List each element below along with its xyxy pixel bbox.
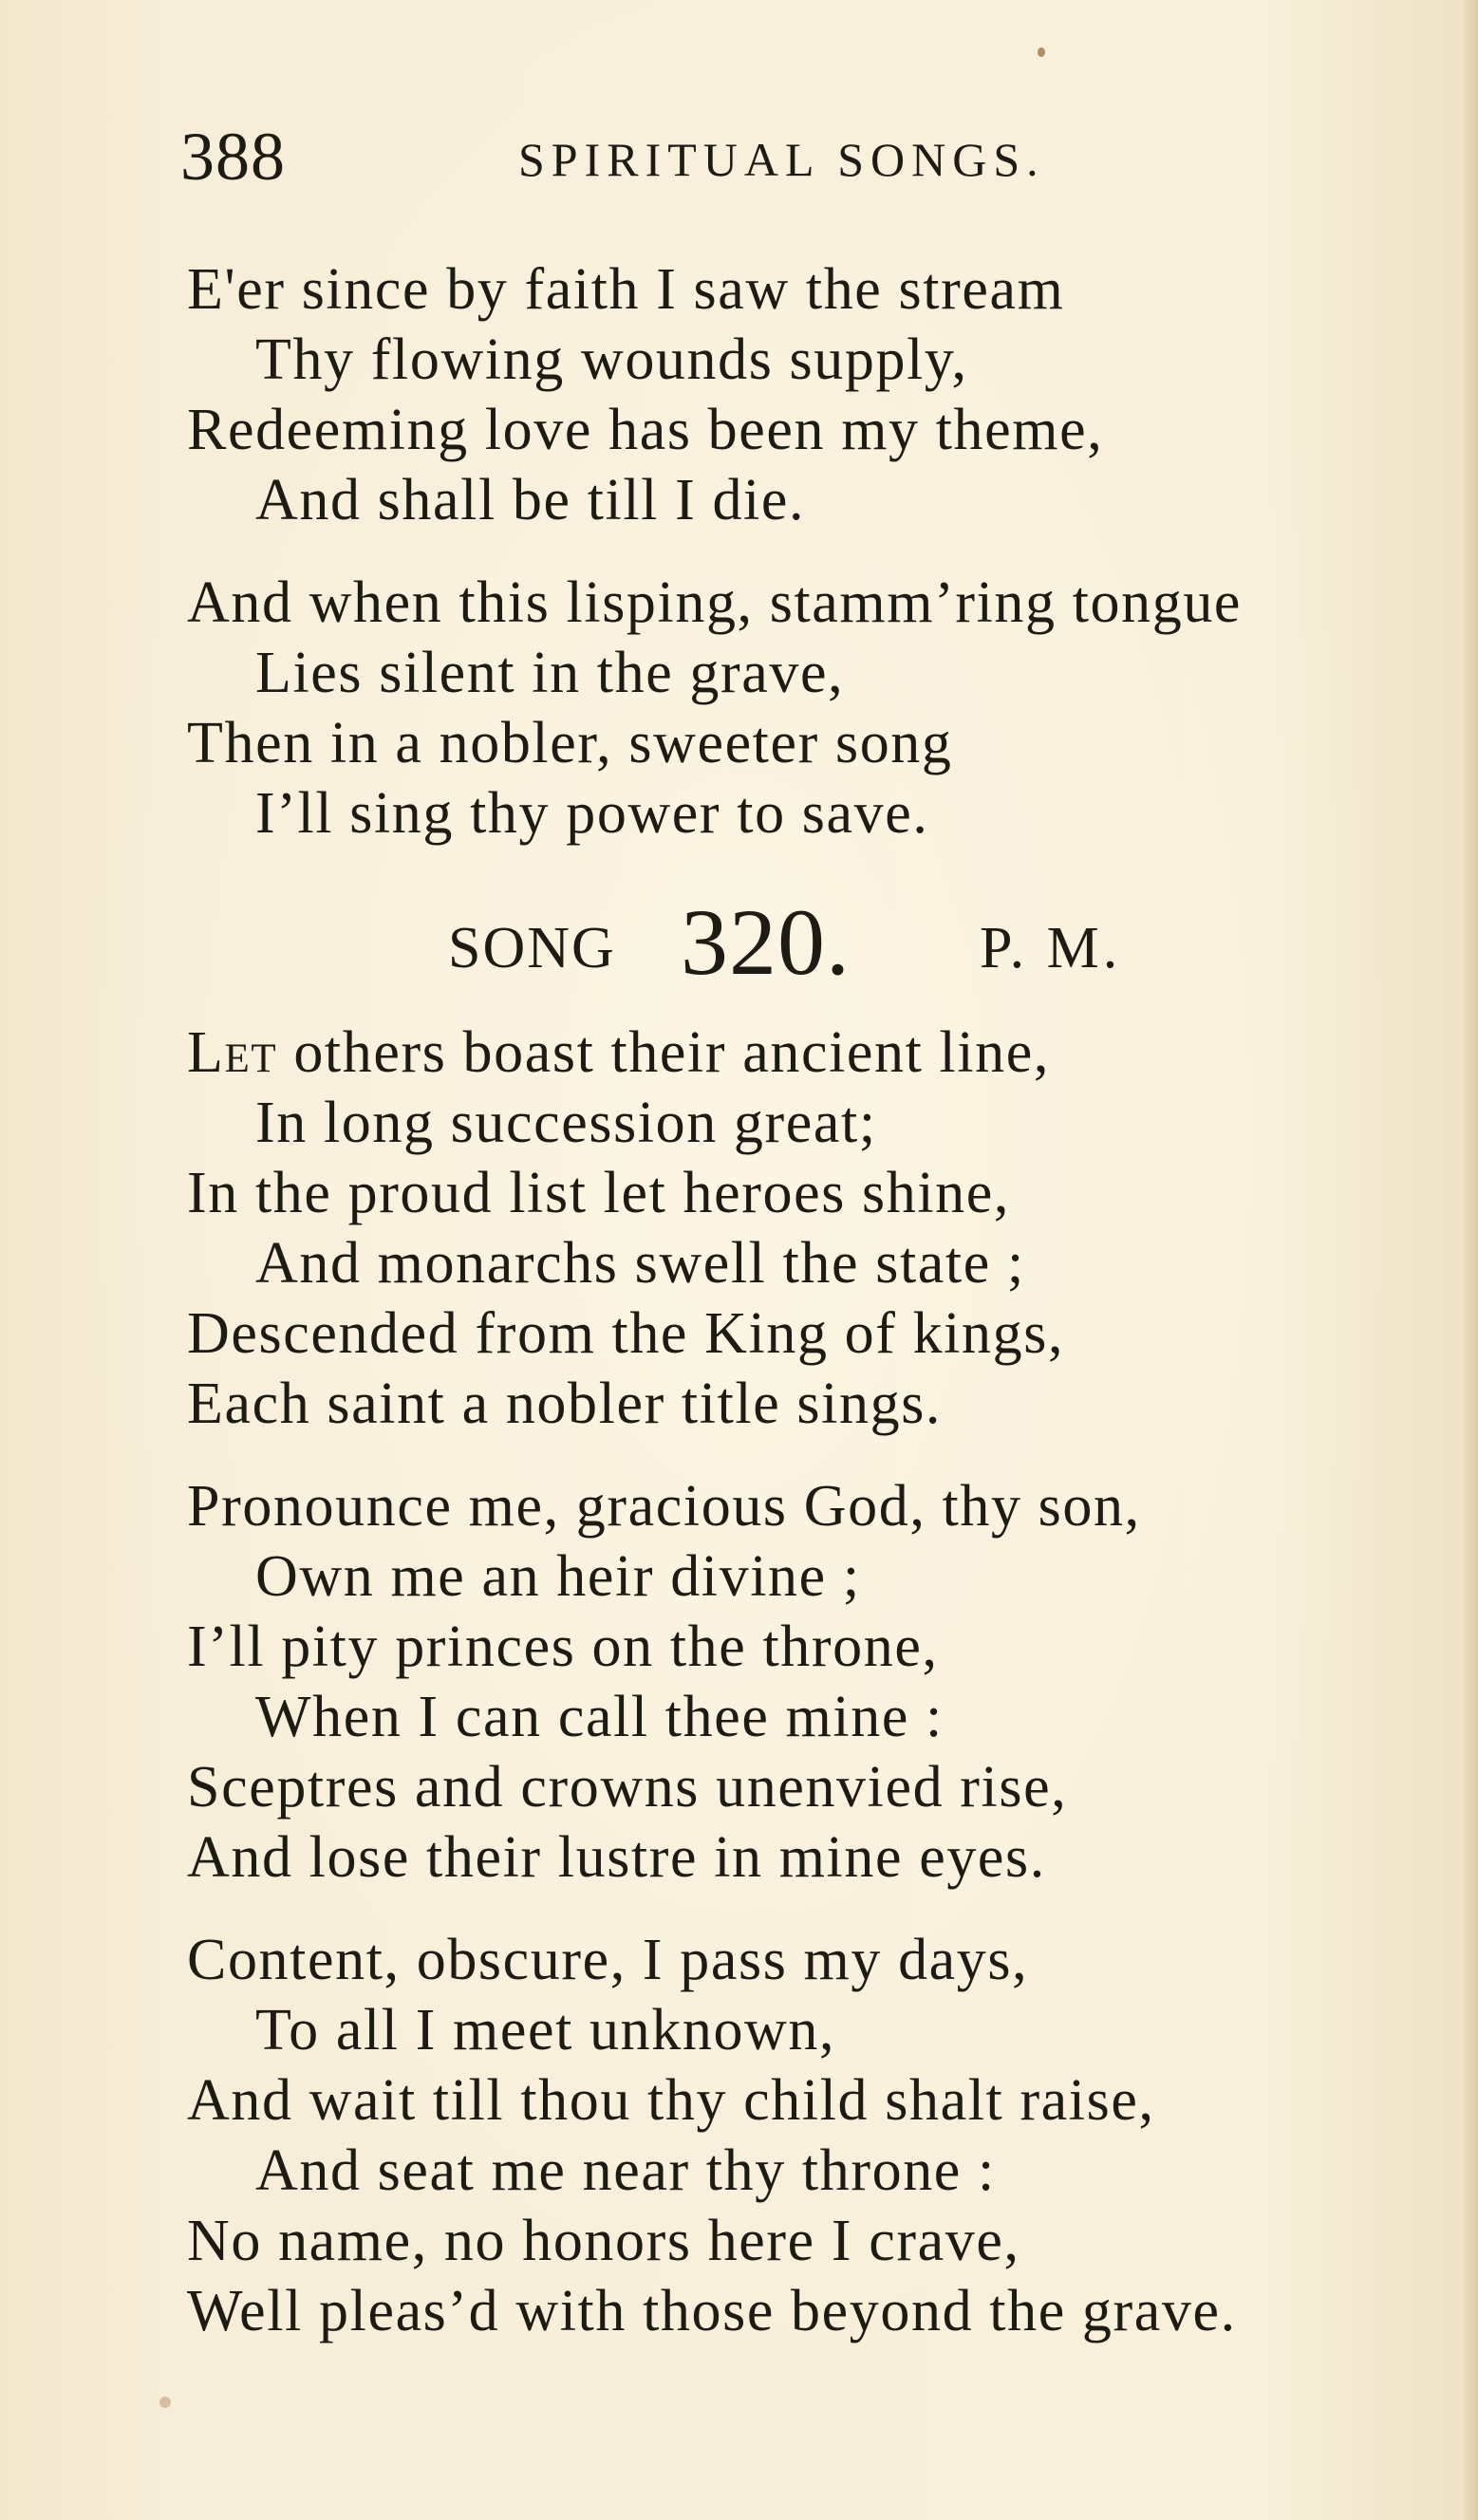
verse-line: And monarchs swell the state ;: [255, 1231, 1025, 1296]
verse-line: And lose their lustre in mine eyes.: [187, 1825, 1046, 1890]
song-label: SONG: [448, 916, 616, 980]
verse-line: Own me an heir divine ;: [255, 1544, 861, 1609]
ink-speck: [1038, 47, 1045, 57]
page-number: 388: [180, 119, 286, 195]
verse-line: Content, obscure, I pass my days,: [187, 1928, 1029, 1992]
verse-line: Sceptres and crowns unenvied rise,: [187, 1755, 1068, 1820]
verse-line: Lies silent in the grave,: [255, 641, 845, 705]
stanza: [187, 254, 1459, 535]
verse-line: And seat me near thy throne :: [255, 2138, 996, 2203]
first-line-rest: others boast their ancient line,: [277, 1020, 1051, 1085]
verse-line: To all I meet unknown,: [255, 1998, 836, 2063]
verse-line: Then in a nobler, sweeter song: [187, 711, 953, 775]
verse-line: Thy flowing wounds supply,: [255, 327, 968, 392]
running-title: SPIRITUAL SONGS.: [518, 133, 1045, 186]
verse-body: [187, 254, 1459, 2346]
song-heading: [187, 849, 1459, 1017]
stanza: [187, 1471, 1459, 1893]
stanza-gap: [187, 1439, 1459, 1471]
stanza: [187, 568, 1459, 849]
verse-line: Pronounce me, gracious God, thy son,: [187, 1474, 1141, 1539]
verse-line: Each saint a nobler title sings.: [187, 1372, 943, 1436]
verse-line: In the proud list let heroes shine,: [187, 1161, 1010, 1225]
page-edge-shadow: [1461, 0, 1478, 2520]
verse-line: [187, 1017, 1459, 1088]
verse-line: And wait till thou thy child shalt raise,: [187, 2068, 1155, 2133]
song-number: 320.: [681, 889, 851, 995]
verse-line: When I can call thee mine :: [255, 1685, 944, 1749]
verse-line: Descended from the King of kings,: [187, 1301, 1065, 1366]
page-header: [180, 114, 1130, 199]
verse-line: Redeeming love has been my theme,: [187, 398, 1104, 462]
verse-line: And shall be till I die.: [255, 468, 806, 532]
stanza-gap: [187, 1893, 1459, 1925]
verse-line: E'er since by faith I saw the stream: [187, 257, 1065, 322]
verse-line: I’ll sing thy power to save.: [255, 781, 929, 846]
ink-speck: [159, 2397, 171, 2408]
first-word: Let: [187, 1020, 278, 1085]
verse-line: Well pleas’d with those beyond the grave.: [187, 2279, 1237, 2343]
verse-line: I’ll pity princes on the throne,: [187, 1615, 939, 1679]
song-meter: P. M.: [980, 916, 1122, 980]
verse-line: In long succession great;: [255, 1091, 877, 1155]
stanza: [187, 1017, 1459, 1439]
stanza: [187, 1925, 1459, 2346]
verse-line: No name, no honors here I crave,: [187, 2209, 1020, 2273]
verse-line: And when this lisping, stamm’ring tongue: [187, 570, 1243, 635]
stanza-gap: [187, 535, 1459, 568]
